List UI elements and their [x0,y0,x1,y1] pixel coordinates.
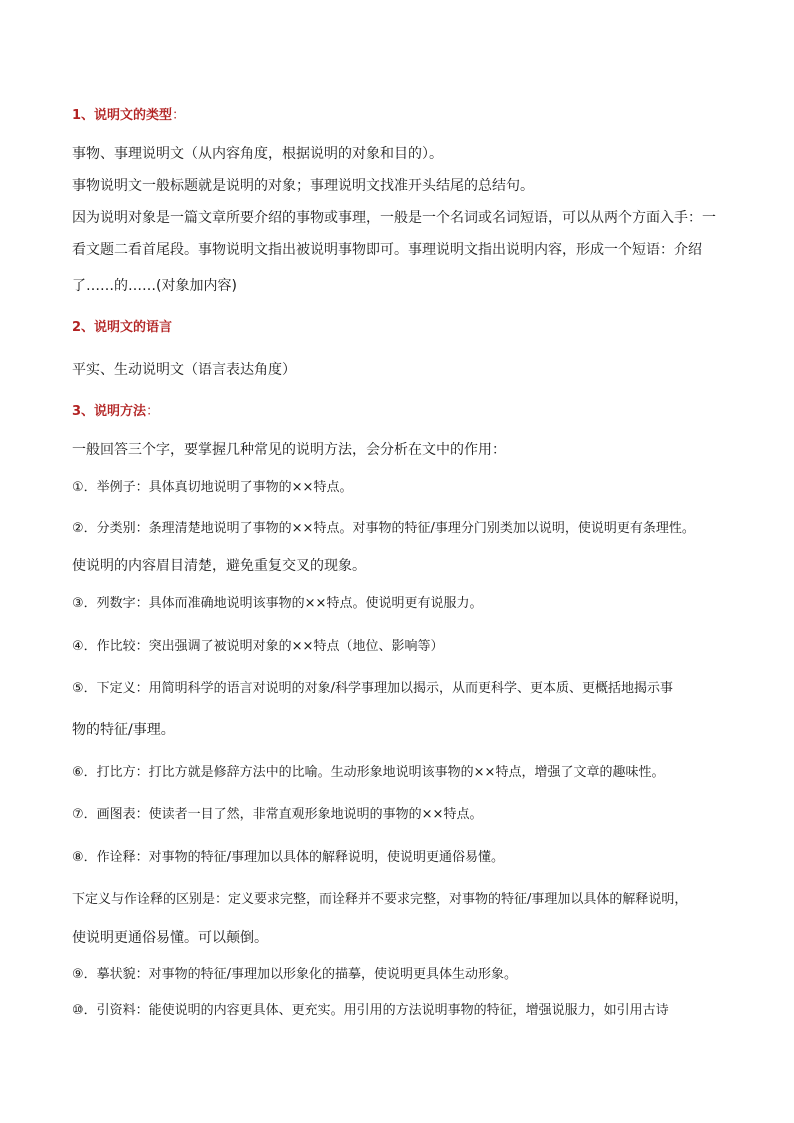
paragraph: 看文题二看首尾段。事物说明文指出被说明事物即可。事理说明文指出说明内容，形成一个短语：介绍 [72,242,702,258]
section-suffix: ： [146,404,160,419]
method-item: ⑥．打比方：打比方就是修辞方法中的比喻。生动形象地说明该事物的××特点，增强了文章的趣味性。 [72,765,665,780]
method-item: ⑧．作诠释：对事物的特征/事理加以具体的解释说明，使说明更通俗易懂。 [72,850,505,865]
paragraph: 事物、事理说明文（从内容角度，根据说明的对象和目的）。 [72,146,443,162]
section-number: 2、 [72,320,95,335]
paragraph: 平实、生动说明文（语言表达角度） [72,362,296,378]
section-suffix: ： [172,108,186,123]
method-item: ③．列数字：具体而准确地说明该事物的××特点。使说明更有说服力。 [72,596,483,611]
section-number: 3、 [72,404,95,419]
section-title: 说明方法 [94,404,147,419]
method-item: ⑦．画图表：使读者一目了然，非常直观形象地说明的事物的××特点。 [72,807,483,822]
paragraph: 一般回答三个字，要掌握几种常见的说明方法，会分析在文中的作用： [72,442,506,458]
paragraph: 事物说明文一般标题就是说明的对象；事理说明文找准开头结尾的总结句。 [72,178,534,194]
section-heading-methods [72,402,724,422]
method-item: ⑨．摹状貌：对事物的特征/事理加以形象化的描摹，使说明更具体生动形象。 [72,967,518,982]
section-heading-types [72,106,724,126]
paragraph: 因为说明对象是一篇文章所要介绍的事物或事理，一般是一个名词或名词短语，可以从两个方面入手：一 [72,210,716,226]
paragraph: 使说明更通俗易懂。可以颠倒。 [72,930,268,946]
paragraph: 下定义与作诠释的区别是：定义要求完整，而诠释并不要求完整，对事物的特征/事理加以具体的解释说明， [72,892,688,907]
method-item: ⑩．引资料：能使说明的内容更具体、更充实。用引用的方法说明事物的特征，增强说服力，如引用古诗 [72,1003,669,1018]
method-item: ②．分类别：条理清楚地说明了事物的××特点。对事物的特征/事理分门别类加以说明，使说明更有条理性。 [72,521,695,536]
section-title: 说明文的语言 [94,320,173,335]
method-item: ④．作比较：突出强调了被说明对象的××特点（地位、影响等） [72,639,444,654]
paragraph: 了……的……(对象加内容) [72,278,237,294]
method-item: ⑤．下定义：用简明科学的语言对说明的对象/科学事理加以揭示，从而更科学、更本质、更概括地揭示事 [72,681,674,696]
section-heading-language [72,318,724,338]
method-item: ①．举例子：具体真切地说明了事物的××特点。 [72,480,353,495]
paragraph: 物的特征/事理。 [72,722,175,738]
section-title: 说明文的类型 [94,108,173,123]
paragraph: 使说明的内容眉目清楚，避免重复交叉的现象。 [72,558,366,574]
section-number: 1、 [72,108,95,123]
